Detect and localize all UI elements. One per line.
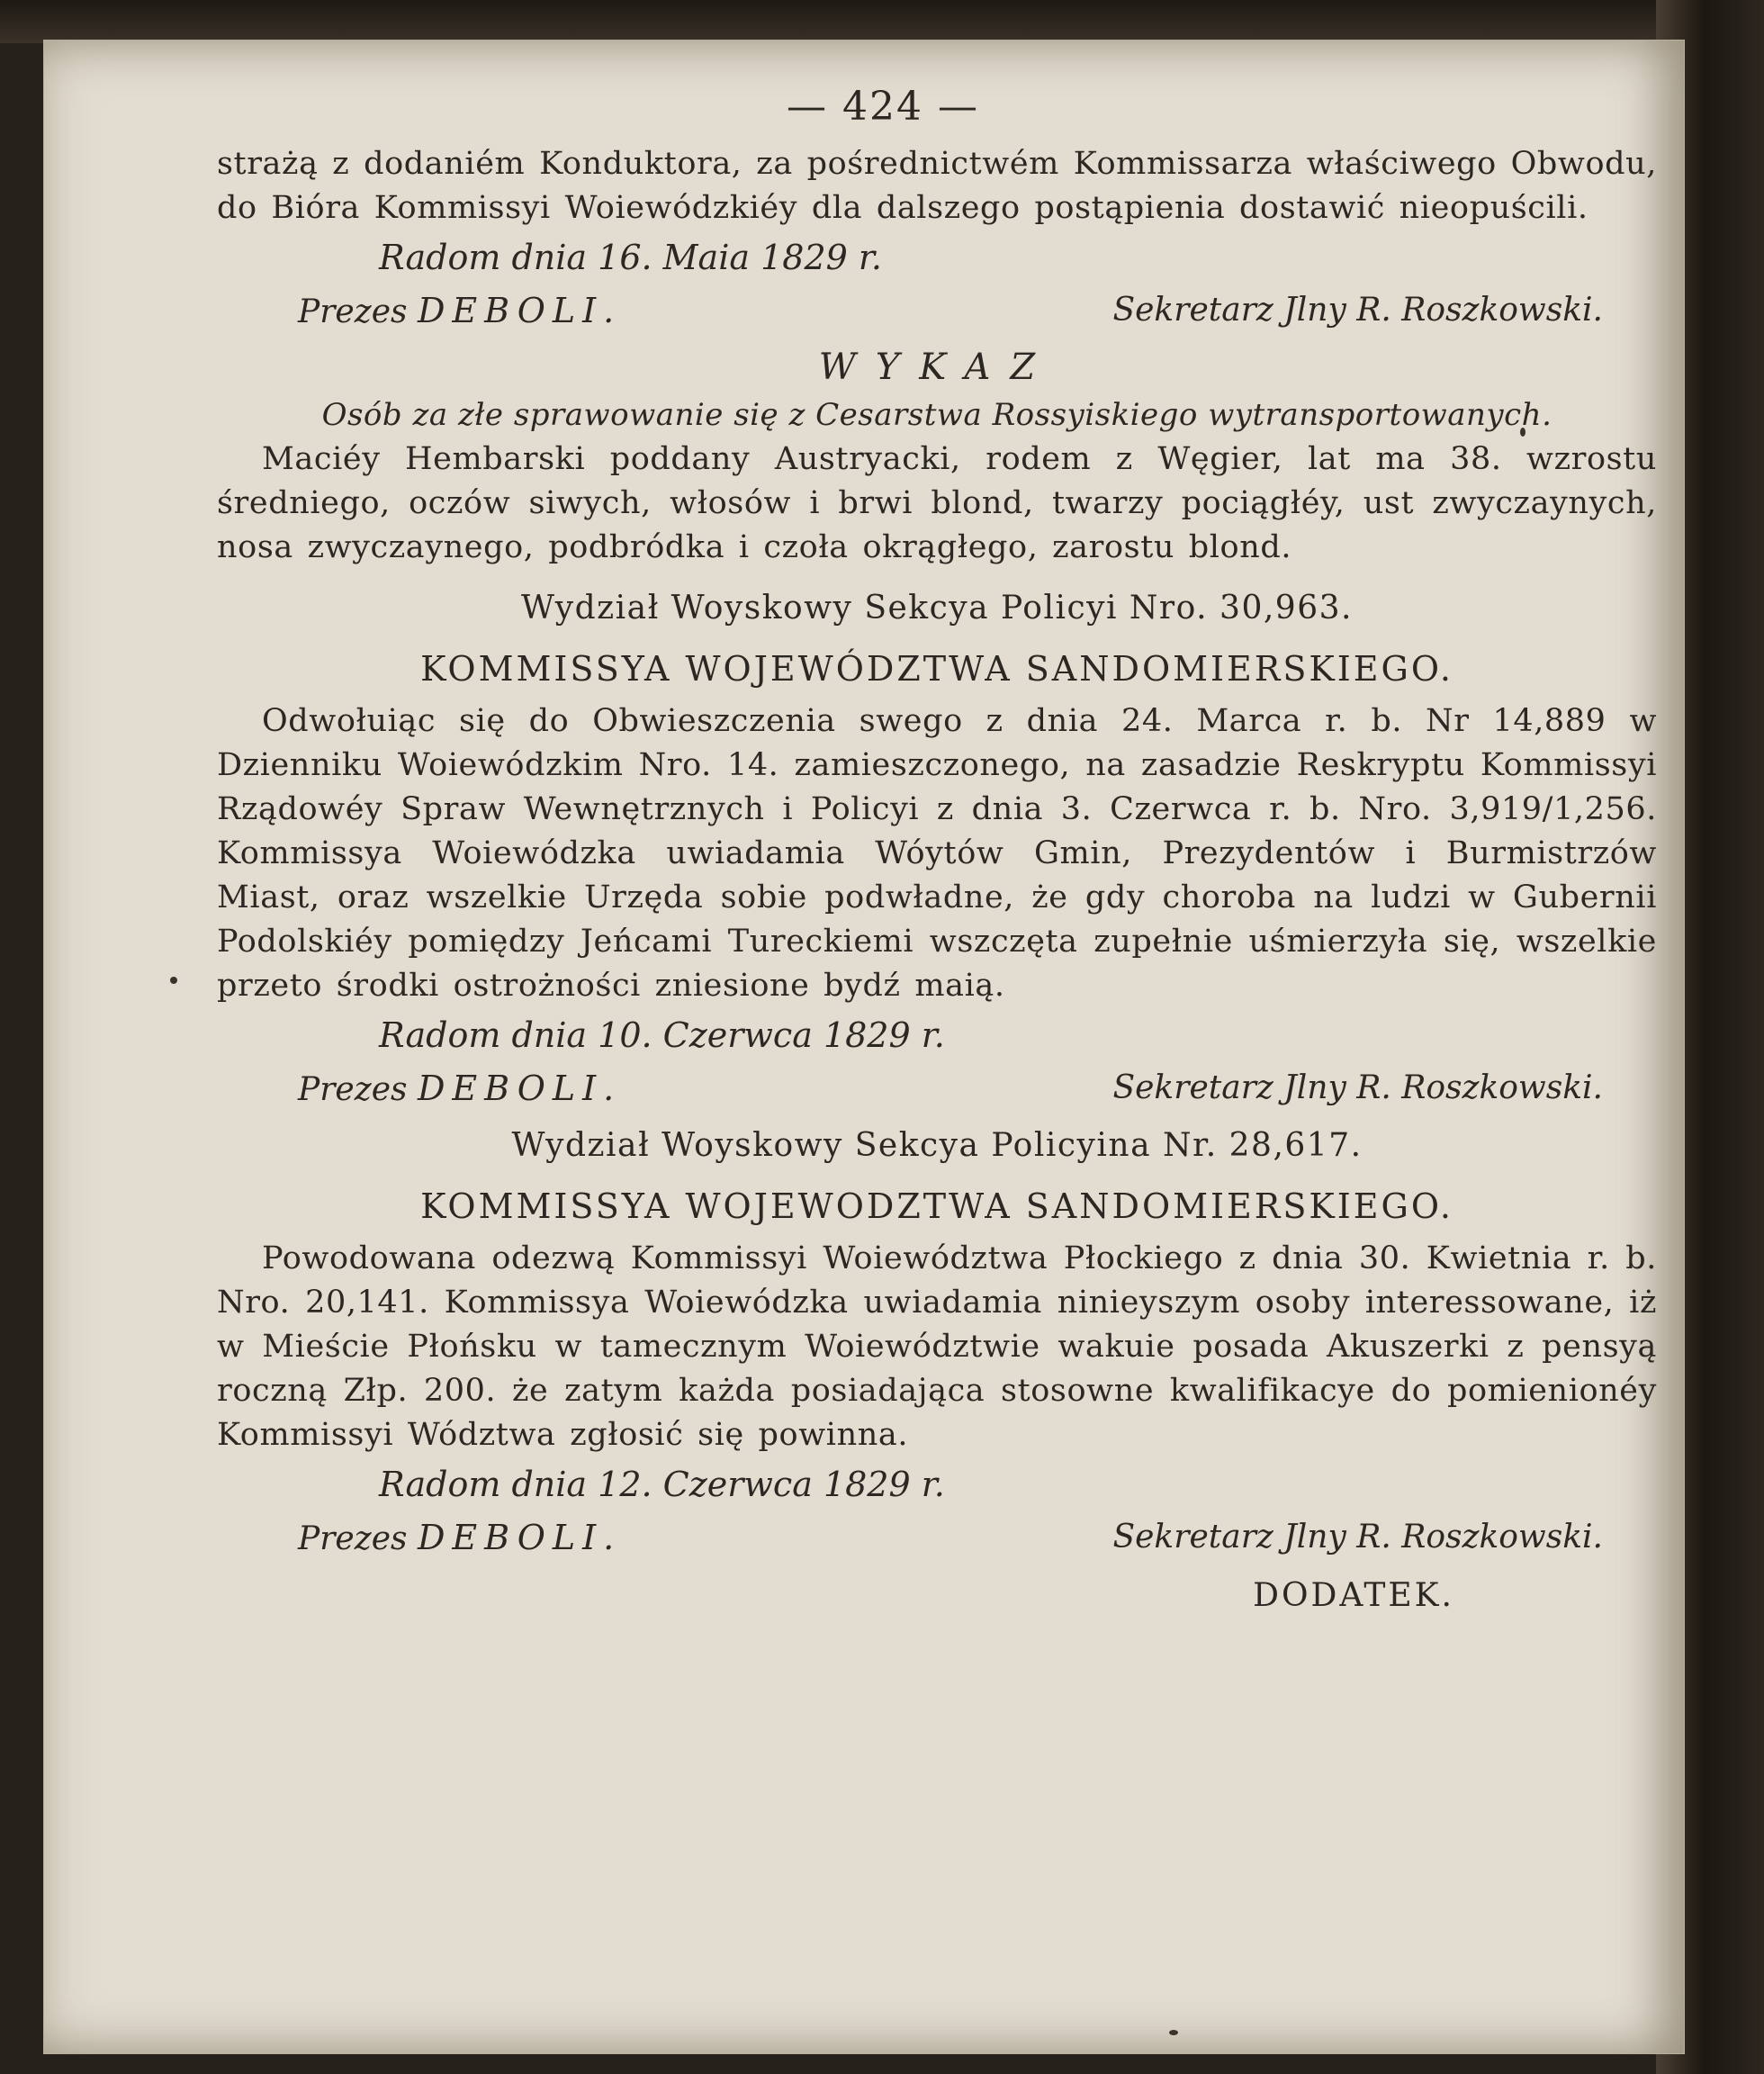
commission-heading: KOMMISSYA WOJEWODZTWA SANDOMIERSKIEGO. [420, 1186, 1454, 1226]
president-signature [298, 1511, 621, 1565]
page-content [217, 84, 1657, 1623]
signature-row [298, 1511, 1603, 1565]
section-title: WYKAZ [818, 347, 1056, 388]
dateline: Radom dnia 10. Czerwca 1829 r. [379, 1015, 945, 1055]
paper-speck [170, 977, 177, 984]
dateline: Radom dnia 16. Maia 1829 r. [379, 238, 882, 277]
president-label: Prezes [298, 1071, 408, 1108]
scanned-page [43, 40, 1685, 2054]
secretary-signature: Sekretarz Jlny R. Roszkowski. [1112, 1519, 1603, 1556]
president-name: DEBOLI. [417, 1069, 622, 1108]
president-name: DEBOLI. [417, 1518, 622, 1557]
secretary-signature: Sekretarz Jlny R. Roszkowski. [1112, 292, 1603, 329]
president-name: DEBOLI. [417, 291, 622, 330]
president-label: Prezes [298, 293, 408, 330]
president-label: Prezes [298, 1520, 408, 1557]
announcement-paragraph: Powodowana odezwą Kommissyi Woiewództwa Płockiego z dnia 30. Kwietnia r. b. Nro. 20,141. Kommissya Woiewódzka uwiadamia ninieyszym osoby interessowane, iż w Mieście Płońsku w tamecznym Woiewództwie wakuie posada Akuszerki z pensyą roczną Złp. 200. że zatym każda posiadająca stosowne kwalifikacye do pomienionéy Kommissyi Wództwa zgłosić się powinna. [217, 1240, 1657, 1453]
book-cover-edge [0, 0, 1764, 43]
description-paragraph: Maciéy Hembarski poddany Austryacki, rodem z Węgier, lat ma 38. wzrostu średniego, oczów siwych, włosów i brwi blond, twarzy pociągłéy, ust zwyczaynych, nosa zwyczaynego, podbródka i czoła okrągłego, zarostu blond. [217, 441, 1657, 565]
continuation-paragraph: strażą z dodaniém Konduktora, za pośrednictwém Kommissarza właściwego Obwodu, do Bióra Kommissyi Woiewódzkiéy dla dalszego postąpienia dostawić nieopuścili. [217, 146, 1657, 226]
dateline: Radom dnia 12. Czerwca 1829 r. [379, 1465, 945, 1504]
department-line: Wydział Woyskowy Sekcya Policyina Nr. 28,617. [511, 1127, 1363, 1164]
page-number: — 424 — [787, 84, 979, 130]
addendum-catchword: DODATEK. [1253, 1577, 1454, 1614]
signature-row [298, 1062, 1603, 1116]
secretary-signature: Sekretarz Jlny R. Roszkowski. [1112, 1069, 1603, 1106]
announcement-paragraph: Odwołuiąc się do Obwieszczenia swego z dnia 24. Marca r. b. Nr 14,889 w Dzienniku Woiewódzkim Nro. 14. zamieszczonego, na zasadzie Reskryptu Kommissyi Rządowéy Spraw Wewnętrznych i Policyi z dnia 3. Czerwca r. b. Nro. 3,919/1,256. Kommissya Woiewódzka uwiadamia Wóytów Gmin, Prezydentów i Burmistrzów Miast, oraz wszelkie Urzęda sobie podwładne, że gdy choroba na ludzi w Gubernii Podolskiéy pomiędzy Jeńcami Tureckiemi wszczęta zupełnie uśmierzyła się, wszelkie przeto środki ostrożności zniesione bydź maią. [217, 703, 1657, 1004]
president-signature [298, 1062, 621, 1116]
commission-heading: KOMMISSYA WOJEWÓDZTWA SANDOMIERSKIEGO. [420, 649, 1454, 689]
department-line: Wydział Woyskowy Sekcya Policyi Nro. 30,963. [521, 590, 1353, 627]
signature-row [298, 284, 1603, 338]
section-subtitle: Osób za złe sprawowanie się z Cesarstwa Rossyiskiego wytransportowanych. [321, 397, 1552, 433]
paper-speck [1169, 2030, 1178, 2035]
president-signature [298, 284, 621, 338]
